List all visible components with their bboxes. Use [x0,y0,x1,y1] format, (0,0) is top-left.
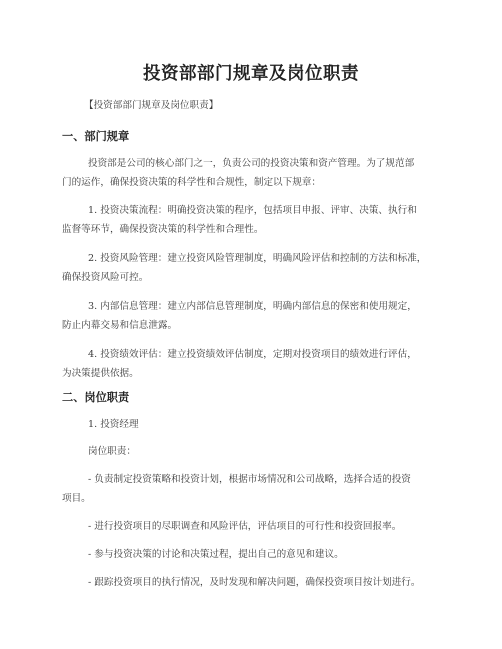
paragraph-line: 为决策提供依据。 [62,368,139,379]
paragraph-line: - 进行投资项目的尽职调查和风险评估，评估项目的可行性和投资回报率。 [88,521,402,532]
subtitle-text: 【投资部部门规章及岗位职责】 [84,100,219,111]
paragraph-line: 3. 内部信息管理：建立内部信息管理制度，明确内部信息的保密和使用规定， [88,301,417,312]
paragraph-line: 防止内幕交易和信息泄露。 [62,320,178,331]
paragraph-line: - 跟踪投资项目的执行情况，及时发现和解决问题，确保投资项目按计划进行。 [88,577,421,588]
paragraph-line: 1. 投资决策流程：明确投资决策的程序，包括项目申报、评审、决策、执行和 [88,205,417,216]
duty-item-2 [62,517,442,536]
paragraph-line: 门的运作，确保投资决策的科学性和合规性，制定以下规章： [62,177,322,188]
paragraph-line: - 负责制定投资策略和投资计划，根据市场情况和公司战略，选择合适的投资 [88,474,411,485]
paragraph-line: 确保投资风险可控。 [62,272,149,283]
section-1-heading: 一、部门规章 [62,130,130,143]
document-title: 投资部部门规章及岗位职责 [143,64,359,84]
rule-item-2 [62,249,442,287]
paragraph-line: 4. 投资绩效评估：建立投资绩效评估制度，定期对投资项目的绩效进行评估， [88,349,417,360]
role-title [88,415,468,434]
section-2-heading: 二、岗位职责 [62,391,130,404]
duty-item-1 [62,470,442,508]
duty-label [88,442,468,461]
paragraph-line: 2. 投资风险管理：建立投资风险管理制度，明确风险评估和控制的方法和标准， [88,253,427,264]
rule-item-4 [62,345,442,383]
duty-item-3 [62,545,442,564]
rule-item-1 [62,201,442,239]
paragraph-line: 监督等环节，确保投资决策的科学性和合理性。 [62,224,264,235]
rule-item-3 [62,297,442,335]
role-title-text: 1. 投资经理 [88,419,139,430]
paragraph-line: 投资部是公司的核心部门之一，负责公司的投资决策和资产管理。为了规范部 [88,158,415,169]
section-1-intro [62,154,442,192]
paragraph-line: 项目。 [62,493,91,504]
document-subtitle [84,96,464,115]
duty-item-4 [62,573,442,592]
duty-label-text: 岗位职责： [88,446,136,457]
paragraph-line: - 参与投资决策的讨论和决策过程，提出自己的意见和建议。 [88,549,344,560]
